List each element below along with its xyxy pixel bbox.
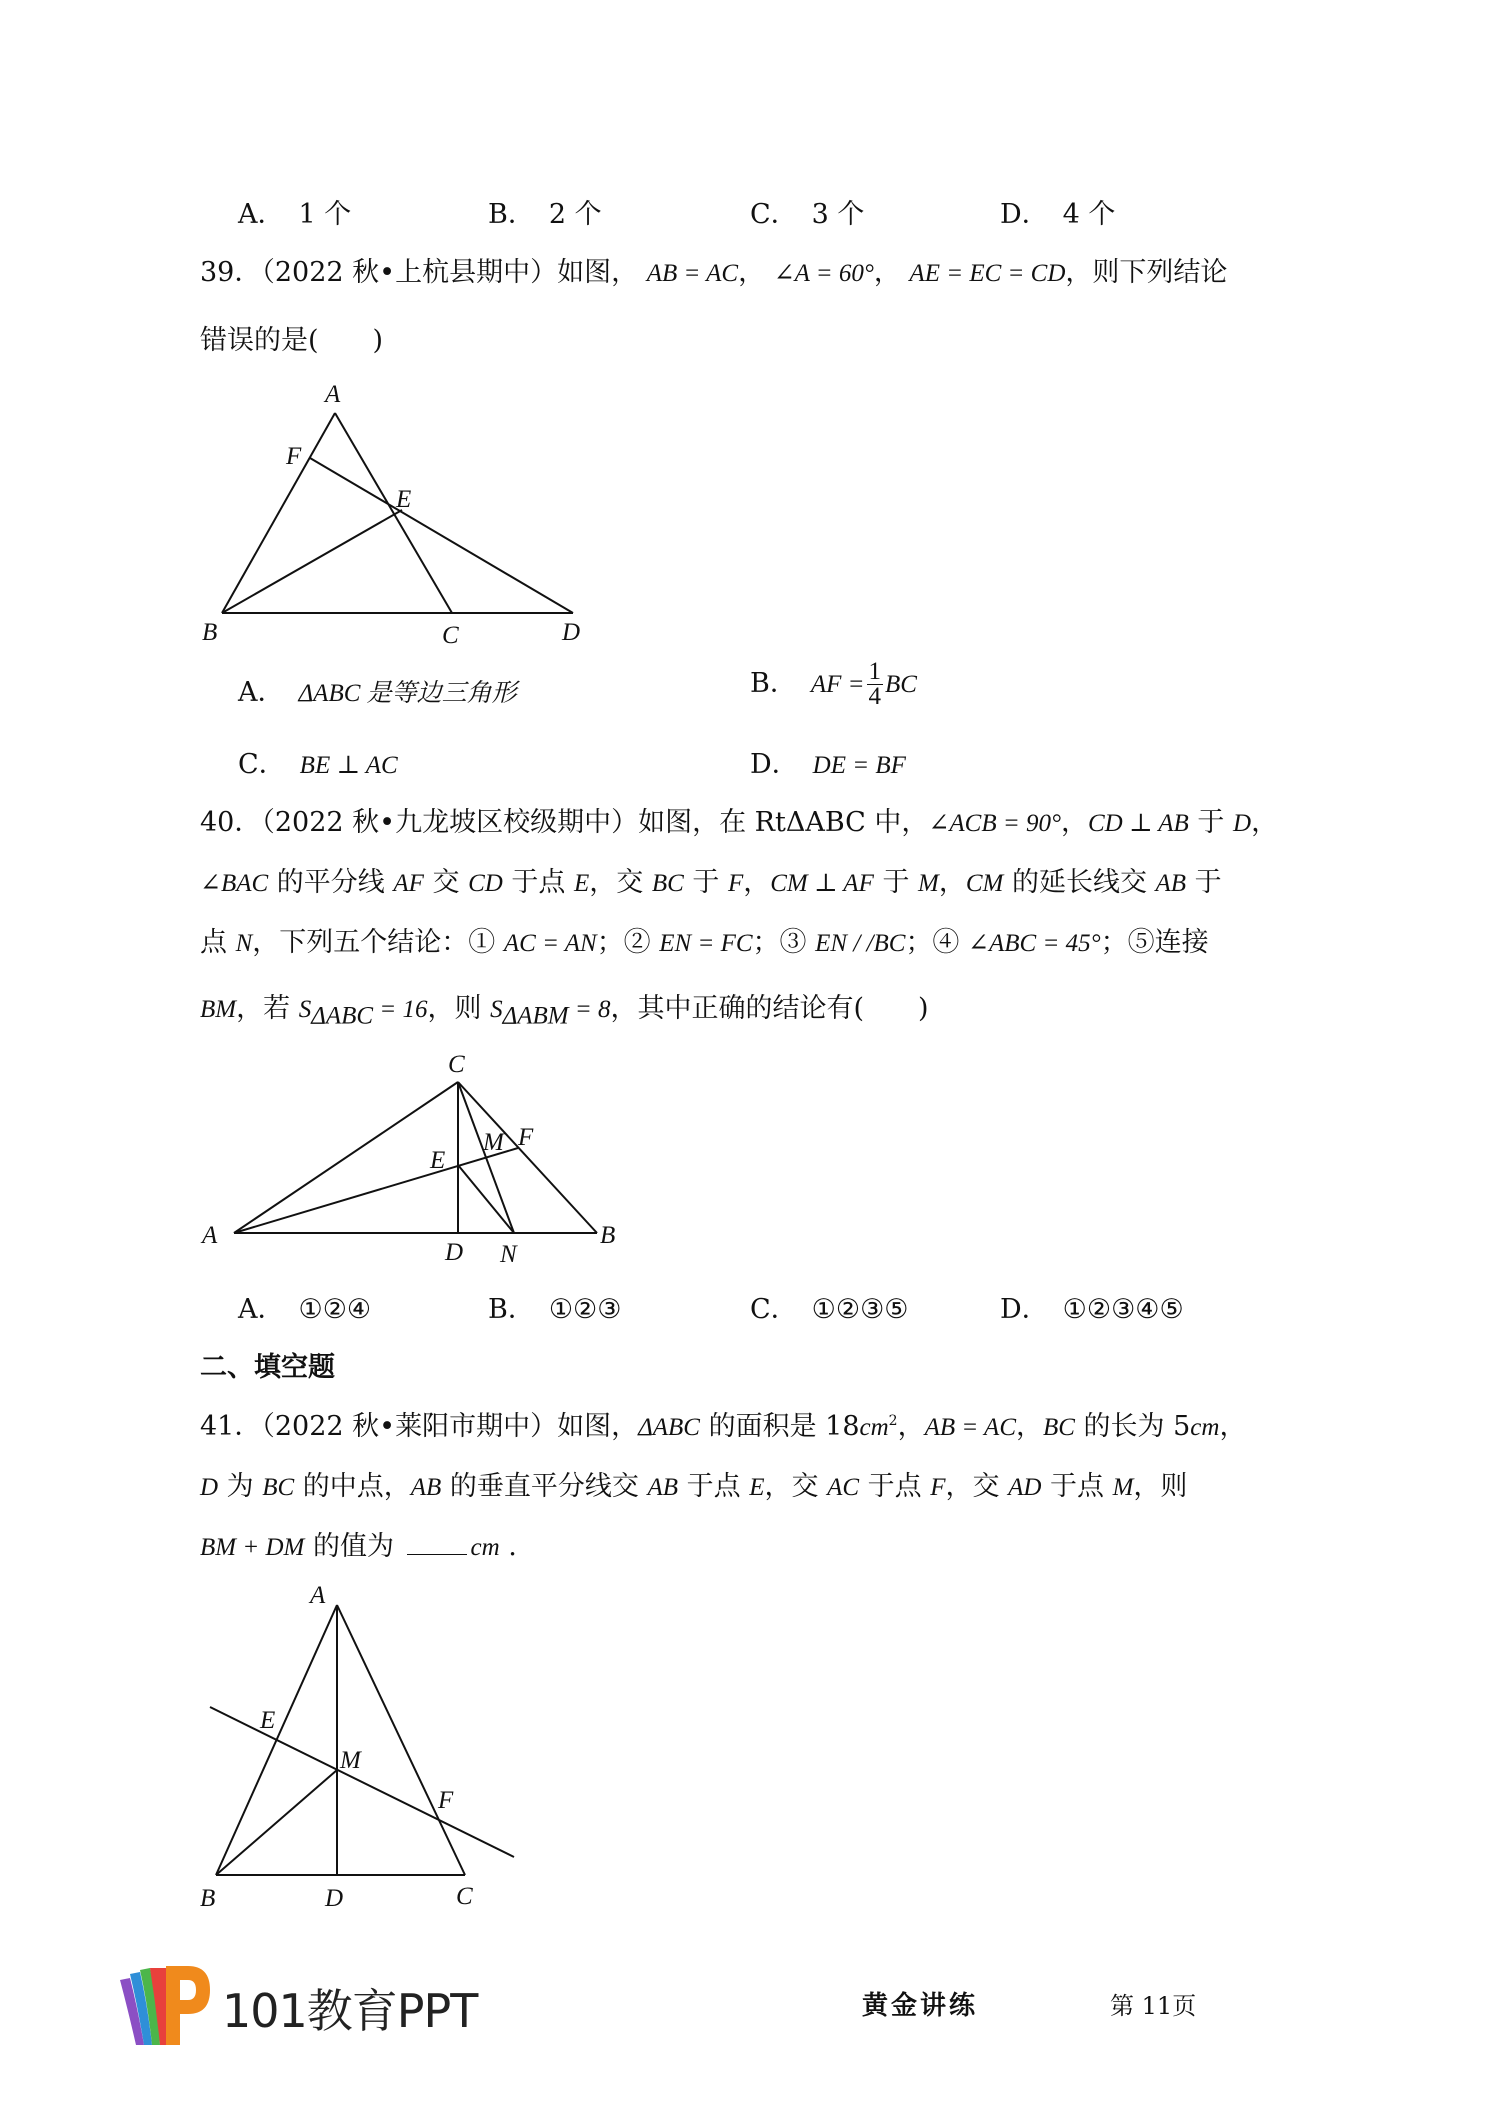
q39-stem-line1: 39．（2022 秋•上杭县期中）如图， AB = AC， ∠A = 60°， AE = EC = CD，则下列结论: [200, 257, 1228, 288]
brand-logo: [110, 1960, 210, 2050]
q40-stem-line1: 40．（2022 秋•九龙坡区校级期中）如图，在 RtΔABC 中，∠ACB = 90°，CD ⊥ AB 于 D，: [200, 807, 1279, 838]
q40-stem-line2: ∠BAC 的平分线 AF 交 CD 于点 E，交 BC 于 F，CM ⊥ AF 于 M，CM 的延长线交 AB 于: [200, 867, 1222, 898]
label-e: E: [260, 1707, 276, 1734]
page-number: 第 11页: [1110, 1992, 1197, 2020]
label-c: C: [442, 622, 459, 649]
option-text: 2 个: [548, 199, 602, 230]
footer-center-title: 黄金讲练: [862, 1991, 979, 2021]
label-f: F: [518, 1124, 534, 1151]
question-number: 39．: [200, 257, 262, 288]
perp-bisector-ef: [210, 1707, 514, 1857]
segment-fd: [310, 458, 573, 613]
q39-option-c: C． BE ⊥ AC: [238, 749, 398, 780]
q41-stem-line3: BM + DM 的值为 cm .: [200, 1531, 517, 1562]
q40-stem-line4: BM，若 $S_{\Delta ABC} = 16$，则 $S_{\Delta ABM} = 8$，其中正确的结论有( ): [200, 993, 929, 1030]
label-f: F: [286, 443, 302, 470]
q39-option-a: A． ΔABC 是等边三角形: [238, 677, 517, 708]
section-title: 二、填空题: [200, 1352, 335, 1383]
bisector-af: [234, 1148, 518, 1233]
side-cb: [458, 1082, 597, 1233]
side-ac: [335, 413, 452, 613]
q40-option-c: C． ①②③⑤: [750, 1294, 909, 1325]
q40-option-b: B． ①②③: [488, 1294, 622, 1325]
q40-option-d: D． ①②③④⑤: [1000, 1294, 1184, 1325]
q39-stem-line2: 错误的是( ): [200, 325, 384, 356]
question-number: 40．: [200, 807, 262, 838]
label-e: E: [396, 486, 412, 513]
option-label: A．: [238, 199, 285, 230]
label-b: B: [202, 619, 218, 646]
q40-figure: [190, 1045, 650, 1270]
label-n: N: [500, 1241, 517, 1268]
fraction: $\frac{1}{4}$: [868, 658, 882, 710]
label-f: F: [438, 1787, 454, 1814]
q38-option-a: [238, 192, 351, 231]
label-d: D: [445, 1239, 464, 1266]
label-m: M: [483, 1129, 504, 1156]
label-a: A: [202, 1222, 218, 1249]
q39-figure: [190, 375, 610, 650]
q41-stem-line1: 41．（2022 秋•莱阳市期中）如图，ΔABC 的面积是 $18cm^2$，AB = AC，BC 的长为 5cm，: [200, 1411, 1247, 1442]
option-label: D．: [1000, 199, 1049, 230]
brand-name: 101教育PPT: [222, 1984, 478, 2038]
answer-blank[interactable]: [407, 1532, 467, 1555]
q41-figure: [190, 1575, 530, 1915]
label-d: D: [325, 1885, 344, 1912]
label-b: B: [600, 1222, 616, 1249]
side-ac: [234, 1082, 458, 1233]
q38-option-d: [1000, 192, 1115, 231]
segment-be: [222, 510, 402, 613]
side-ac: [337, 1605, 465, 1875]
label-b: B: [200, 1885, 216, 1912]
segment-cn: [458, 1082, 514, 1233]
q40-stem-line3: 点 N，下列五个结论：① AC = AN；② EN = FC；③ EN / /BC；④ ∠ABC = 45°；⑤连接: [200, 927, 1209, 958]
segment-en: [458, 1165, 514, 1233]
label-d: D: [562, 619, 581, 646]
label-e: E: [430, 1147, 446, 1174]
question-number: 41．: [200, 1411, 262, 1442]
option-text: 3 个: [811, 199, 865, 230]
q41-stem-line2: D 为 BC 的中点，AB 的垂直平分线交 AB 于点 E，交 AC 于点 F，交 AD 于点 M，则: [200, 1471, 1188, 1502]
label-a: A: [310, 1582, 326, 1609]
label-c: C: [448, 1051, 465, 1078]
option-text: 1 个: [298, 199, 352, 230]
label-m: M: [340, 1747, 361, 1774]
q39-option-b: B． AF = $\frac{1}{4}$ BC: [750, 658, 917, 710]
label-c: C: [456, 1883, 473, 1910]
option-label: B．: [488, 199, 535, 230]
q39-option-d: D． DE = BF: [750, 749, 906, 780]
q40-option-a: A． ①②④: [238, 1294, 372, 1325]
option-label: C．: [750, 199, 798, 230]
q38-option-c: [750, 192, 864, 231]
side-ab: [222, 413, 335, 613]
segment-bm: [216, 1770, 337, 1875]
q38-option-b: [488, 192, 602, 231]
logo-p-icon: [110, 1960, 210, 2050]
option-text: 4 个: [1062, 199, 1116, 230]
label-a: A: [325, 381, 341, 408]
